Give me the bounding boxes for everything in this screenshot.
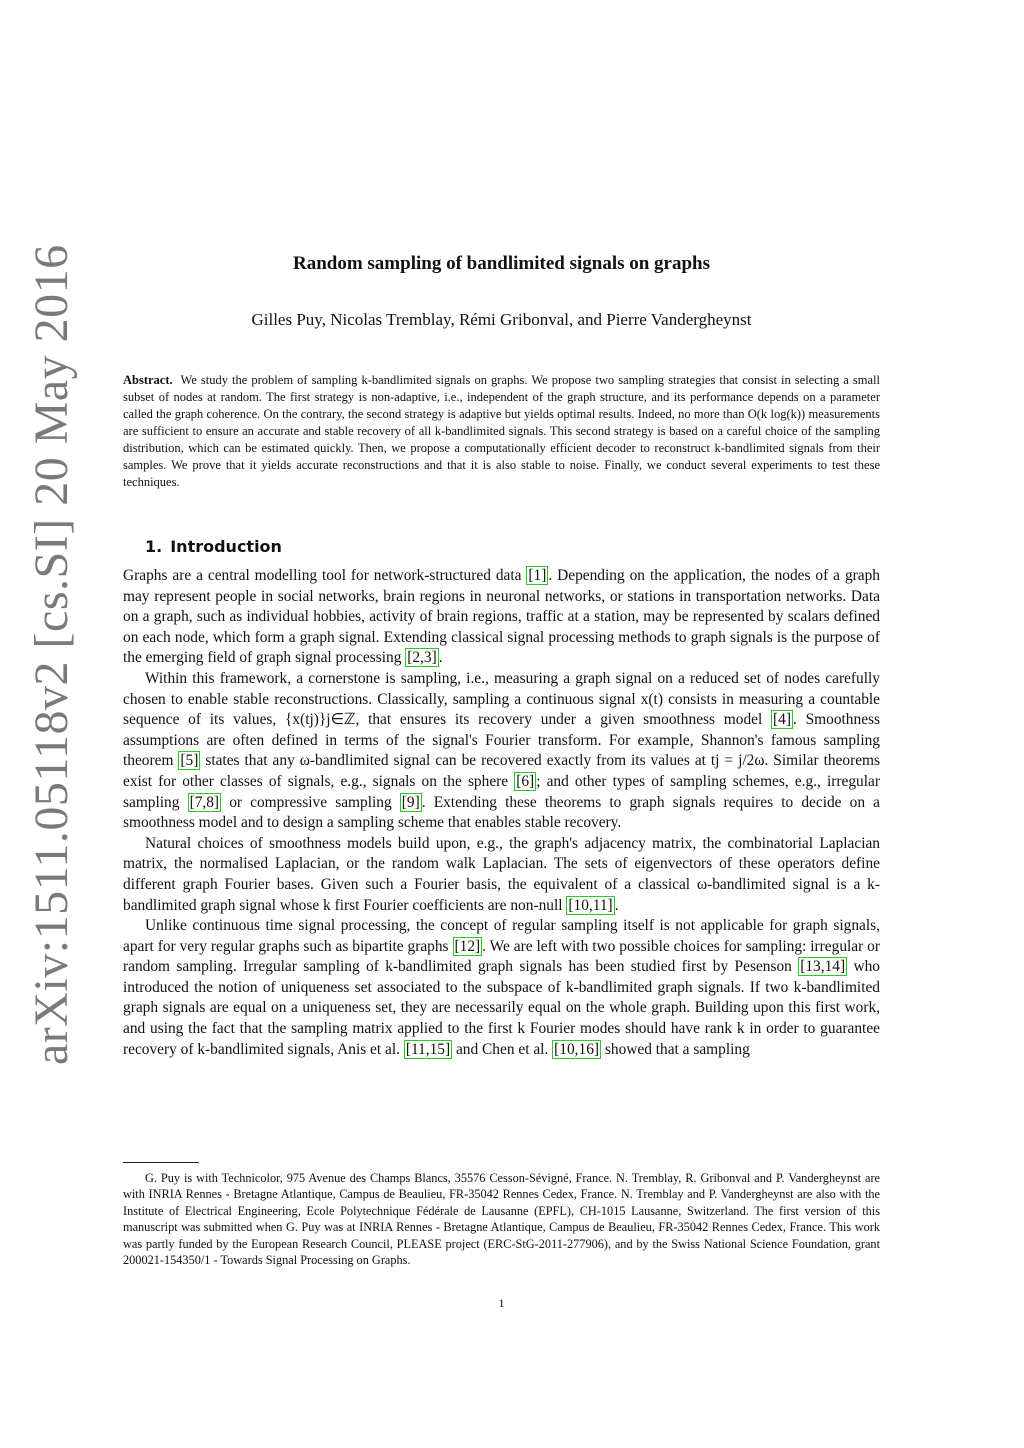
citation-link[interactable]: [4] [773, 711, 791, 729]
paragraph: Within this framework, a cornerstone is sampling, i.e., measuring a graph signal on a reduced set of nodes carefully chosen to enable stable reconstructions. Classically, sampling a continuous signal x(t) consists in measuring a countable sequence of its values, {x(tj)}j∈ℤ, that ensures its recovery under a given smoothness model [4] . Smoothness assumptions are often defined in terms of the signal's Fourier transform. For example, Shannon's famous sampling theorem [5] states that any ω-bandlimited signal can be recovered exactly from its values at tj = j/2ω. Similar theorems exist for other classes of signals, e.g., signals on the sphere [6] ; and other types of sampling schemes, e.g., irregular sampling [7,8] or compressive sampling [9] . Extending these theorems to graph signals requires to decide on a smoothness model and to design a sampling scheme that enables stable recovery. [123, 669, 881, 832]
paragraph: Natural choices of smoothness models build upon, e.g., the graph's adjacency matrix, the combinatorial Laplacian matrix, the normalised Laplacian, or the random walk Laplacian. The sets of eigenvectors of these operators define different graph Fourier bases. Given such a Fourier basis, the equivalent of a classical ω-bandlimited signal is a k-bandlimited graph signal whose k first Fourier coefficients are non-null [10,11] . [123, 834, 880, 914]
paragraph: Graphs are a central modelling tool for network-structured data [1] . Depending on the application, the nodes of a graph may represent people in social networks, brain regions in neuronal networks, or stations in transportation networks. Data on a graph, such as individual hobbies, activity of brain regions, traffic at a station, may be represented by scalars defined on each node, which form a graph signal. Extending classical signal processing methods to graph signals is the purpose of the emerging field of graph signal processing [2,3] . [123, 567, 880, 667]
paragraph: Unlike continuous time signal processing, the concept of regular sampling itself is not applicable for graph signals, apart for very regular graphs such as bipartite graphs [12] . We are left with two possible choices for sampling: irregular or random sampling. Irregular sampling of k-bandlimited graph signals has been studied first by Pesenson [13,14] who introduced the notion of uniqueness set associated to the subspace of k-bandlimited graph signals. If two k-bandlimited graph signals are equal on a uniqueness set, they are necessarily equal on the whole graph. Building upon this first work, and using the fact that the sampling matrix applied to the first k Fourier modes should have rank k in order to guarantee recovery of k-bandlimited signals, Anis et al. [11,15] and Chen et al. [10,16] showed that a sampling [123, 917, 881, 1058]
citation-link[interactable]: [11,15] [405, 1040, 451, 1058]
abstract-label: Abstract. [123, 373, 173, 387]
introduction-body [123, 566, 880, 1060]
paper-title: Random sampling of bandlimited signals on graphs [292, 253, 711, 274]
author-list: Gilles Puy, Nicolas Tremblay, Rémi Gribonval, and Pierre Vandergheynst [251, 310, 752, 329]
section-heading [145, 537, 282, 556]
arxiv-identifier-stamp: arXiv:1511.05118v2 [cs.SI] 20 May 2016 [25, 244, 78, 1065]
section-title: Introduction [170, 537, 282, 556]
abstract-text: We study the problem of sampling k-bandlimited signals on graphs. We propose two sampling strategies that consist in selecting a small subset of nodes at random. The first strategy is non-adaptive, i.e., independent of the graph structure, and its performance depends on a parameter called the graph coherence. On the contrary, the second strategy is adaptive but yields optimal results. Indeed, no more than O(k log(k)) measurements are sufficient to ensure an accurate and stable recovery of all k-bandlimited signals. This second strategy is based on a careful choice of the sampling distribution, which can be estimated quickly. Then, we propose a computationally efficient decoder to reconstruct k-bandlimited signals from their samples. We prove that it yields accurate reconstructions and that it is also stable to noise. Finally, we conduct several experiments to test these techniques. [123, 373, 880, 489]
citation-link[interactable]: [5] [180, 752, 199, 770]
footnote: G. Puy is with Technicolor, 975 Avenue des Champs Blancs, 35576 Cesson-Sévigné, France. N. Tremblay, R. Gribonval and P. Vandergheynst are with INRIA Rennes - Bretagne Atlantique, Campus de Beaulieu, FR-35042 Rennes Cedex, France. N. Tremblay and P. Vandergheynst are also with the Institute of Electrical Engineering, Ecole Polytechnique Fédérale de Lausanne (EPFL), CH-1015 Lausanne, Switzerland. The first version of this manuscript was submitted when G. Puy was at INRIA Rennes - Bretagne Atlantique, Campus de Beaulieu, FR-35042 Rennes Cedex, France. This work was partly funded by the European Research Council, PLEASE project (ERC-StG-2011-277906), and by the Swiss National Science Foundation, grant 200021-154350/1 - Towards Signal Processing on Graphs. [123, 1171, 880, 1268]
citation-link[interactable]: [9] [401, 793, 420, 811]
citation-link[interactable]: [12] [454, 937, 481, 955]
citation-link[interactable]: [2,3] [407, 649, 437, 667]
footnote-divider [123, 1162, 199, 1163]
citation-link[interactable]: [1] [528, 567, 547, 584]
citation-link[interactable]: [10,16] [554, 1040, 600, 1058]
page-number: 1 [498, 1296, 505, 1310]
citation-link[interactable]: [7,8] [189, 793, 220, 811]
citation-link[interactable]: [6] [516, 772, 535, 790]
citation-link[interactable]: [13,14] [800, 958, 846, 976]
abstract [123, 372, 880, 491]
citation-link[interactable]: [10,11] [568, 896, 613, 914]
section-number: 1. [145, 537, 163, 556]
